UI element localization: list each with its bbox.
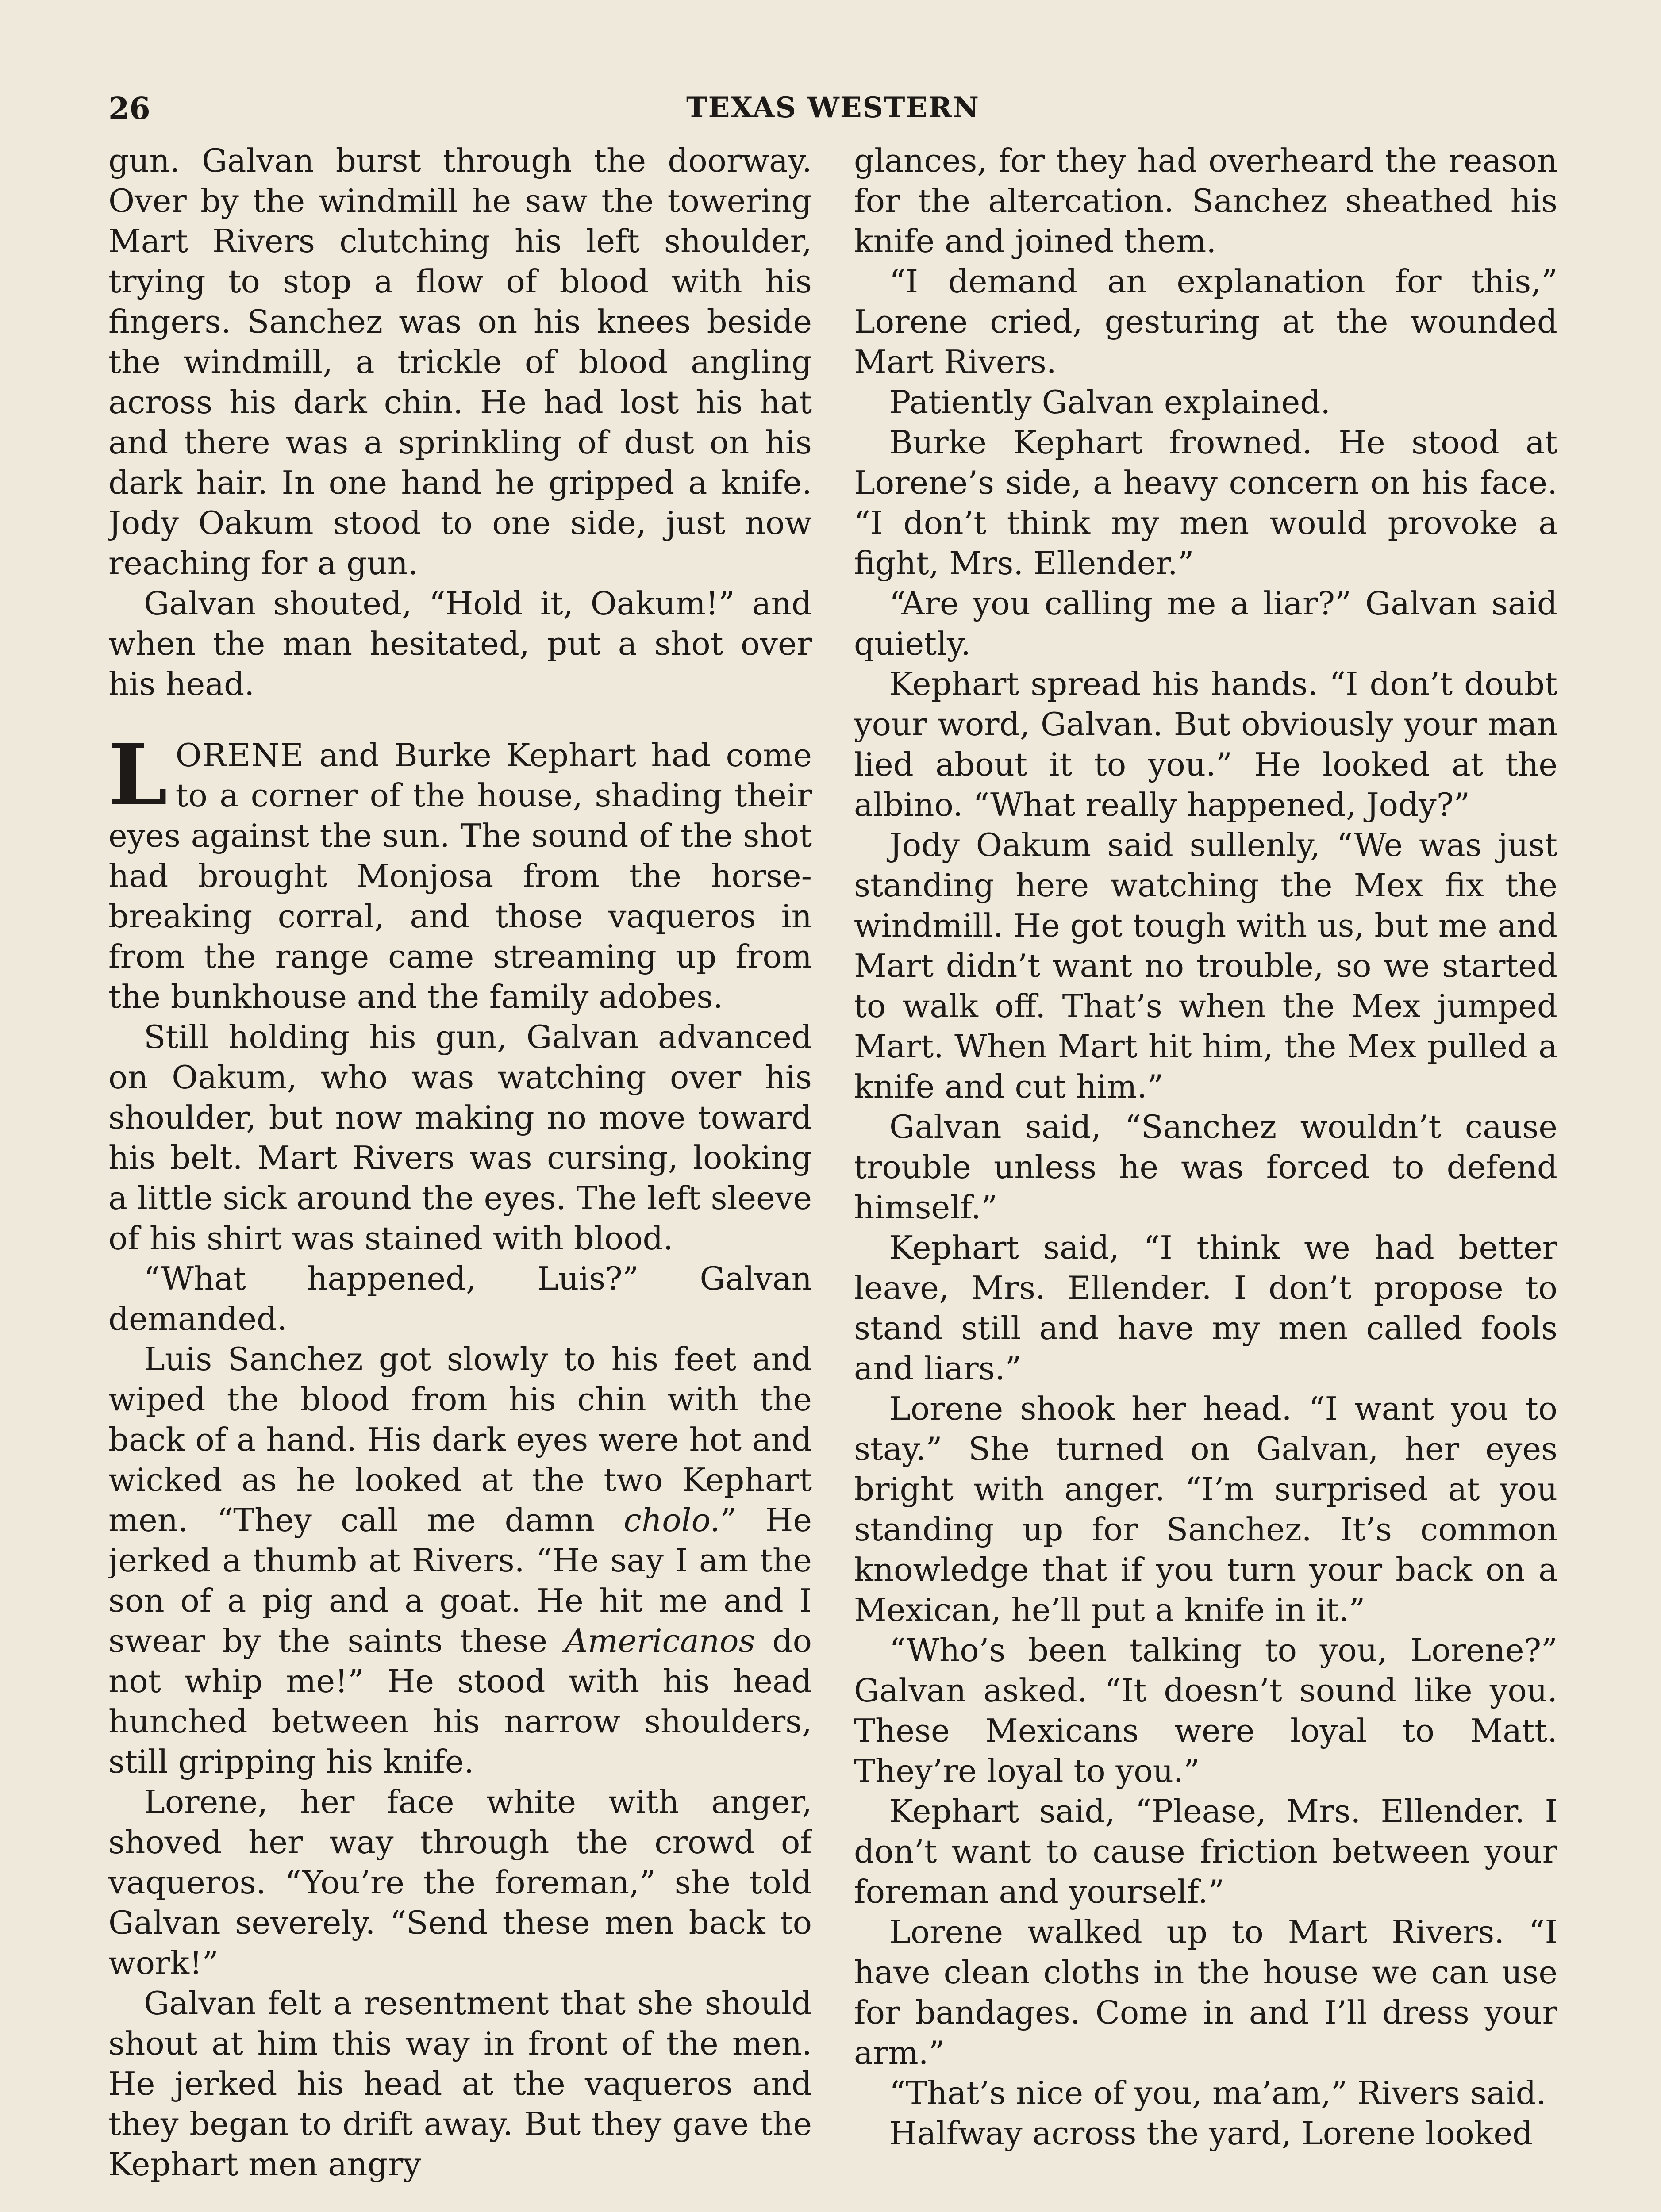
paragraph (108, 1339, 812, 1782)
paragraph: Kephart said, “Please, Mrs. Ellender. I don’t want to cause friction between your foreman and yourself.” (854, 1793, 1557, 1910)
page-header (108, 91, 1557, 140)
paragraph: Still holding his gun, Galvan advanced on Oakum, who was watching over his shoulder, but now making no move toward his belt. Mart Rivers was cursing, looking a little sick around the eyes. The left sleeve of his shirt was stained with blood. (108, 1018, 812, 1257)
paragraph: “That’s nice of you, ma’am,” Rivers said. (889, 2074, 1546, 2112)
paragraph: glances, for they had overheard the reason for the altercation. Sanchez sheathed his knife and joined them. (854, 142, 1557, 260)
paragraph: Kephart said, “I think we had better leave, Mrs. Ellender. I don’t propose to stand still and have my men called fools and liars.” (854, 1229, 1557, 1387)
lead-in-word: ORENE (175, 737, 304, 774)
paragraph: Patiently Galvan explained. (889, 384, 1331, 421)
paragraph: Galvan felt a resentment that she should shout at him this way in front of the men. He jerked his head at the vaqueros and they began to drift away. But they gave the Kephart men angry (108, 1985, 812, 2183)
paragraph-text: do not whip me!” He stood with his head hunched between his narrow shoulders, still gripping his knife. (108, 1622, 812, 1780)
page-number: 26 (108, 91, 150, 127)
drop-cap: L (108, 726, 168, 824)
section-opening-paragraph (108, 726, 812, 1017)
paragraph: gun. Galvan burst through the doorway. Over by the windmill he saw the towering Mart Rivers clutching his left shoulder, trying to stop a flow of blood with his fingers. Sanchez was on his knees beside the windmill, a trickle of blood angling across his dark chin. He had lost his hat and there was a sprinkling of dust on his dark hair. In one hand he gripped a knife. Jody Oakum stood to one side, just now reaching for a gun. (108, 142, 812, 582)
paragraph: “Who’s been talking to you, Lorene?” Galvan asked. “It doesn’t sound like you. These Mexicans were loyal to Matt. They’re loyal to you.” (854, 1632, 1557, 1790)
paragraph: Burke Kephart frowned. He stood at Lorene’s side, a heavy concern on his face. “I don’t think my men would provoke a fight, Mrs. Ellender.” (854, 424, 1557, 582)
paragraph-text: ” He jerked a thumb at Rivers. “He say I am the son of a pig and a goat. He hit me and I swear by the saints these (108, 1502, 812, 1659)
paragraph: Lorene, her face white with anger, shoved her way through the crowd of vaqueros. “You’re the foreman,” she told Galvan severely. “Send these men back to work!” (108, 1783, 812, 1982)
paragraph: Galvan said, “Sanchez wouldn’t cause trouble unless he was forced to defend himself.” (854, 1108, 1557, 1226)
running-title: TEXAS WESTERN (686, 91, 980, 124)
paragraph: Lorene walked up to Mart Rivers. “I have clean cloths in the house we can use for bandages. Come in and I’ll dress your arm.” (854, 1913, 1557, 2071)
left-column (108, 141, 812, 2212)
paragraph-text: and Burke Kephart had come to a corner of the house, shading their eyes against the sun. The sound of the shot had brought Monjosa from the horse-breaking corral, and those vaqueros in from the range came streaming up from the bunkhouse and the family adobes. (108, 737, 812, 1015)
paragraph: Jody Oakum said sullenly, “We was just standing here watching the Mex fix the windmill. He got tough with us, but me and Mart didn’t want no trouble, so we started to walk off. That’s when the Mex jumped Mart. When Mart hit him, the Mex pulled a knife and cut him.” (854, 826, 1557, 1105)
italic-word: cholo. (623, 1502, 720, 1539)
paragraph: “Are you calling me a liar?” Galvan said quietly. (854, 585, 1557, 662)
right-column (854, 141, 1557, 2212)
paragraph: Galvan shouted, “Hold it, Oakum!” and when the man hesitated, put a shot over his head. (108, 585, 812, 703)
italic-word: Americanos (565, 1622, 755, 1659)
paragraph-text: Luis Sanchez got slowly to his feet and wiped the blood from his chin with the back of a hand. His dark eyes were hot and wicked as he looked at the two Kephart men. “They call me damn (108, 1340, 812, 1539)
paragraph: Halfway across the yard, Lorene looked (889, 2115, 1533, 2152)
paragraph: Lorene shook her head. “I want you to stay.” She turned on Galvan, her eyes bright with anger. “I’m surprised at you standing up for Sanchez. It’s common knowledge that if you turn your back on a Mexican, he’ll put a knife in it.” (854, 1390, 1557, 1628)
paragraph: “I demand an explanation for this,” Lorene cried, gesturing at the wounded Mart Rivers. (854, 263, 1557, 380)
paragraph: “What happened, Luis?” Galvan demanded. (108, 1260, 812, 1337)
paragraph: Kephart spread his hands. “I don’t doubt your word, Galvan. But obviously your man lied about it to you.” He looked at the albino. “What really happened, Jody?” (854, 665, 1557, 823)
